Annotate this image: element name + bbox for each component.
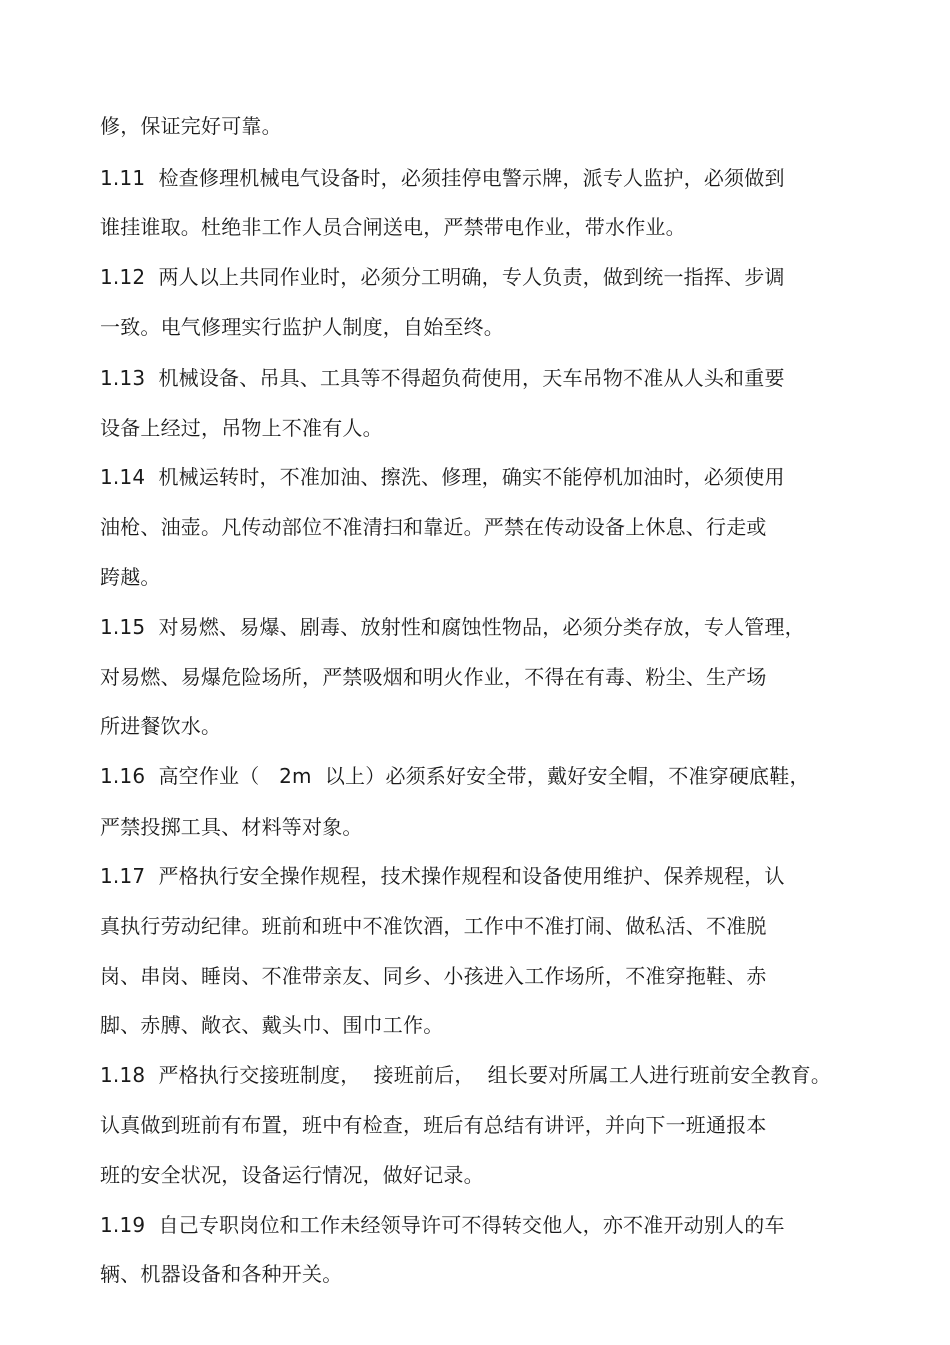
text-line: 1.16 高空作业（ 2m 以上）必须系好安全带，戴好安全帽，不准穿硬底鞋， bbox=[100, 764, 810, 788]
text-line: 辆、机器设备和各种开关。 bbox=[100, 1262, 343, 1286]
text-line: 班的安全状况，设备运行情况，做好记录。 bbox=[100, 1163, 484, 1187]
text-line: 对易燃、易爆危险场所，严禁吸烟和明火作业，不得在有毒、粉尘、生产场 bbox=[100, 665, 767, 689]
text-line: 所进餐饮水。 bbox=[100, 714, 222, 738]
text-line: 1.18 严格执行交接班制度， 接班前后， 组长要对所属工人进行班前安全教育。 bbox=[100, 1063, 832, 1087]
text-line: 1.12 两人以上共同作业时，必须分工明确，专人负责，做到统一指挥、步调 bbox=[100, 265, 785, 289]
text-line: 岗、串岗、睡岗、不准带亲友、同乡、小孩进入工作场所，不准穿拖鞋、赤 bbox=[100, 964, 767, 988]
text-line: 跨越。 bbox=[100, 565, 161, 589]
text-line: 严禁投掷工具、材料等对象。 bbox=[100, 815, 363, 839]
text-line: 1.14 机械运转时，不准加油、擦洗、修理，确实不能停机加油时，必须使用 bbox=[100, 465, 785, 489]
text-line: 一致。电气修理实行监护人制度，自始至终。 bbox=[100, 315, 504, 339]
text-line: 油枪、油壶。凡传动部位不准清扫和靠近。严禁在传动设备上休息、行走或 bbox=[100, 515, 767, 539]
text-line: 真执行劳动纪律。班前和班中不准饮酒，工作中不准打闹、做私活、不准脱 bbox=[100, 914, 767, 938]
text-line: 1.19 自己专职岗位和工作未经领导许可不得转交他人，亦不准开动别人的车 bbox=[100, 1213, 785, 1237]
text-line: 1.13 机械设备、吊具、工具等不得超负荷使用，天车吊物不准从人头和重要 bbox=[100, 366, 785, 390]
text-line: 1.15 对易燃、易爆、剧毒、放射性和腐蚀性物品，必须分类存放，专人管理， bbox=[100, 615, 805, 639]
text-line: 1.11 检查修理机械电气设备时，必须挂停电警示牌，派专人监护，必须做到 bbox=[100, 166, 785, 190]
text-line: 谁挂谁取。杜绝非工作人员合闸送电，严禁带电作业，带水作业。 bbox=[100, 215, 686, 239]
text-line: 修，保证完好可靠。 bbox=[100, 114, 282, 138]
text-line: 设备上经过，吊物上不准有人。 bbox=[100, 416, 383, 440]
text-line: 脚、赤膊、敞衣、戴头巾、围巾工作。 bbox=[100, 1013, 444, 1037]
text-line: 1.17 严格执行安全操作规程，技术操作规程和设备使用维护、保养规程，认 bbox=[100, 864, 785, 888]
text-line: 认真做到班前有布置，班中有检查，班后有总结有讲评，并向下一班通报本 bbox=[100, 1113, 767, 1137]
